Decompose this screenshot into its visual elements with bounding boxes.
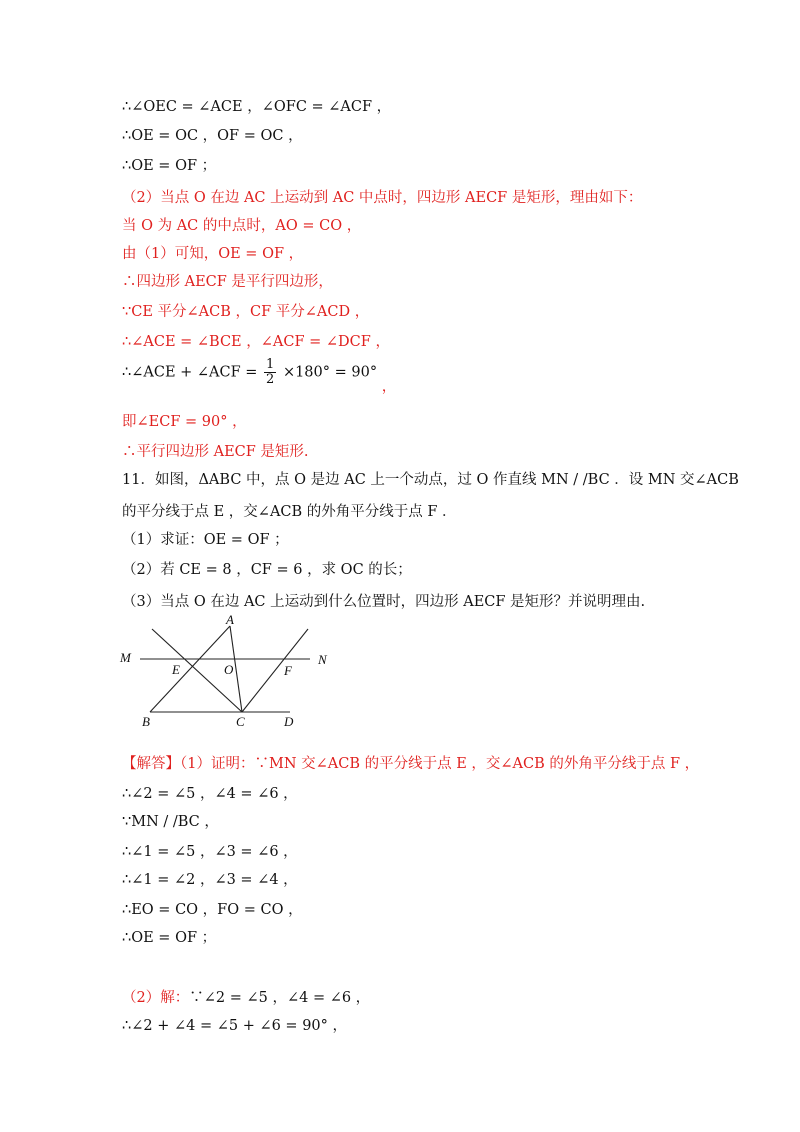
text-line: 即∠ECF = 90° ， <box>122 414 247 430</box>
label-b: B <box>142 714 150 729</box>
label-f: F <box>284 663 292 678</box>
label-d: D <box>284 714 294 729</box>
text-line <box>122 988 370 1008</box>
part2-text: ∵∠2 = ∠5 ，∠4 = ∠6 ， <box>189 990 371 1006</box>
label-n: N <box>318 652 327 667</box>
fraction-equation-suffix: ×180° = 90° <box>282 364 378 381</box>
label-a: A <box>226 612 234 627</box>
part2-label: （2）解： <box>122 990 190 1006</box>
text-line: 【解答】（1）证明：∵MN 交∠ACB 的平分线于点 E ，交∠ACB 的外角平分线于点 F ， <box>122 756 700 772</box>
text-line: 由（1）可知，OE = OF ， <box>122 246 304 262</box>
fraction-denominator: 2 <box>266 372 275 387</box>
segment-cf <box>242 629 308 712</box>
text-line: 的平分线于点 E ，交∠ACB 的外角平分线于点 F ． <box>122 504 457 520</box>
text-line: （1）求证：OE = OF ； <box>122 532 289 548</box>
text-line: （3）当点 O 在边 AC 上运动到什么位置时，四边形 AECF 是矩形？并说明理由. <box>122 594 646 610</box>
text-line: ∴∠2 = ∠5 ，∠4 = ∠6 ， <box>122 786 298 802</box>
fraction-equation-line <box>122 357 397 395</box>
label-c: C <box>236 714 245 729</box>
text-line: ∴OE = OF ； <box>122 158 217 174</box>
text-line: 当 O 为 AC 的中点时，AO = CO ， <box>122 218 362 234</box>
fraction-equation-prefix: ∴∠ACE + ∠ACF = <box>122 364 258 381</box>
text-line: （2）当点 O 在边 AC 上运动到 AC 中点时，四边形 AECF 是矩形，理由如下： <box>122 190 643 206</box>
geometry-diagram <box>112 612 342 738</box>
text-line: 11．如图，ΔABC 中，点 O 是边 AC 上一个动点，过 O 作直线 MN / /BC ．设 MN 交∠ACB <box>122 472 739 488</box>
text-line: ∵CE 平分∠ACB ，CF 平分∠ACD ， <box>122 304 370 320</box>
text-line: ∴四边形 AECF 是平行四边形， <box>122 274 333 290</box>
text-line: ∴∠1 = ∠2 ，∠3 = ∠4 ， <box>122 872 298 888</box>
text-line: ∴∠2 + ∠4 = ∠5 + ∠6 = 90° ， <box>122 1018 348 1034</box>
text-line: ∴平行四边形 AECF 是矩形. <box>122 444 309 460</box>
text-line: ∴OE = OF ； <box>122 930 217 946</box>
label-m: M <box>120 650 131 665</box>
fraction-numerator: 1 <box>266 357 275 372</box>
text-line: ∴∠1 = ∠5 ，∠3 = ∠6 ， <box>122 844 298 860</box>
text-line: ∴EO = CO ，FO = CO ， <box>122 902 303 918</box>
text-line: ∴∠OEC = ∠ACE ，∠OFC = ∠ACF ， <box>122 99 392 115</box>
fraction <box>264 358 276 387</box>
text-line: （2）若 CE = 8 ，CF = 6 ，求 OC 的长； <box>122 562 412 578</box>
label-e: E <box>172 662 180 677</box>
text-line: ∵MN / /BC ， <box>122 814 219 830</box>
text-line: ∴∠ACE = ∠BCE ，∠ACF = ∠DCF ， <box>122 334 390 350</box>
fraction-equation-comma: ， <box>381 378 397 395</box>
label-o: O <box>224 662 234 677</box>
text-line: ∴OE = OC ，OF = OC ， <box>122 128 303 144</box>
